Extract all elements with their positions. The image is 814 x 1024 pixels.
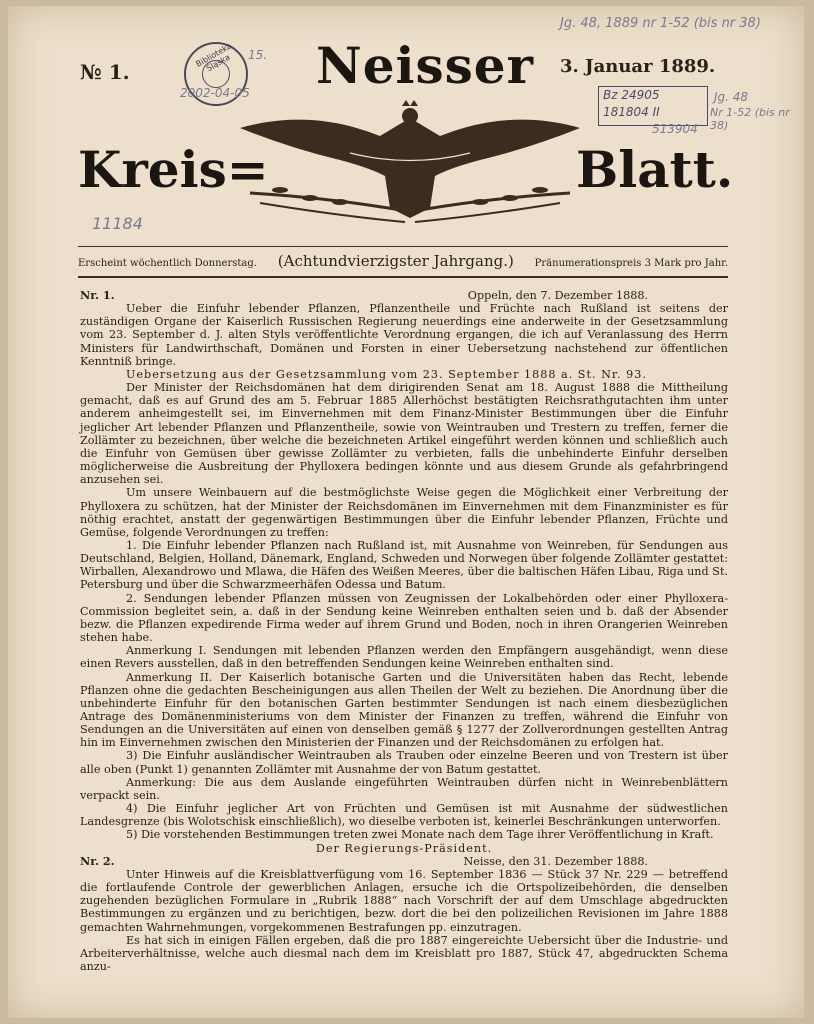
masthead-title-left: Kreis= bbox=[78, 140, 269, 199]
article-body bbox=[80, 289, 728, 973]
publication-schedule: Erscheint wöchentlich Donnerstag. bbox=[78, 258, 257, 269]
catalog-number-2: 181804 II bbox=[603, 105, 660, 119]
issue-number: № 1. bbox=[80, 60, 130, 84]
issue-date: 3. Januar 1889. bbox=[560, 56, 716, 77]
article2-paragraph: Unter Hinweis auf die Kreisblattverfügung vom 16. September 1836 — Stück 37 Nr. 229 — betreffend die fortlaufende Controle der gewerblichen Anlagen, ersuche ich die Ortspolizeibehörden, die denselben zugehenden bezüglichen Formulare in „Rubrik 1888“ nach Vorschrift der auf dem Umschlage abgedruckten Bestimmungen zu ergänzen und zu berichtigen, bezw. dort die bei den polizeilichen Revisionen im Jahre 1888 gemachten Wahrnehmungen, vorgekommenen Bestrafungen pp. einzutragen. bbox=[80, 867, 728, 934]
article1-item: 2. Sendungen lebender Pflanzen müssen von Zeugnissen der Lokalbehörden oder einer Phylloxera-Commission begleitet sein, a. daß in der Sendung keine Weinreben enthalten seien und b. daß der Absender bezw. die Pflanzen expedirende Firma weder auf ihrem Grund und Boden, noch in ihren Orangerien Weinreben stehen habe. bbox=[80, 591, 728, 645]
article2-place-date: Neisse, den 31. Dezember 1888. bbox=[463, 854, 648, 868]
handwritten-date: 2002-04-05 bbox=[180, 86, 250, 100]
volume-label: (Achtundvierzigster Jahrgang.) bbox=[277, 252, 514, 270]
handwritten-catalog-note: Jg. 48, 1889 nr 1-52 (bis nr 38) bbox=[560, 16, 761, 31]
article1-note: Anmerkung: Die aus dem Auslande eingeführten Weintrauben dürfen nicht in Weinrebenblättern verpackt sein. bbox=[80, 775, 728, 802]
masthead-subline bbox=[78, 252, 728, 270]
article1-number: Nr. 1. bbox=[80, 288, 115, 302]
article1-item: 1. Die Einfuhr lebender Pflanzen nach Rußland ist, mit Ausnahme von Weinreben, für Sendungen aus Deutschland, Belgien, Holland, Dänemark, England, Schweden und Norwegen über folgende Zollämter gestattet: Wirballen, Alexandrowo und Mlawa, die Häfen des Weißen Meeres, über die baltischen Häfen Libau, Riga und St. Petersburg und über die Schwarzmeerhäfen Odessa und Batum. bbox=[80, 538, 728, 592]
side-note-range: Nr 1-52 (bis nr 38) bbox=[710, 106, 790, 132]
left-margin-number: 11184 bbox=[92, 214, 143, 233]
article1-paragraph: Um unsere Weinbauern auf die bestmöglichste Weise gegen die Möglichkeit einer Verbreitung der Phylloxera zu schützen, hat der Minister der Reichsdomänen im Einvernehmen mit dem Finanzminister es für nöthig erachtet, anstatt der gegenwärtigen Bestimmungen über die Einfuhr lebender Pflanzen, Früchte und Gemüse, folgende Verordnungen zu treffen: bbox=[80, 486, 728, 539]
article1-subhead: Uebersetzung aus der Gesetzsammlung vom 23. September 1888 a. St. Nr. 93. bbox=[126, 367, 647, 381]
masthead-title-line1: Neisser bbox=[316, 36, 534, 95]
article1-paragraph: Ueber die Einfuhr lebender Pflanzen, Pflanzentheile und Früchte nach Rußland ist seitens der zuständigen Organe der Kaiserlich Russischen Regierung neuerdings eine anderweite in der Gesetzsammlung vom 23. September d. J. alten Styls veröffentlichte Verordnung ergangen, die ich auf Veranlassung des Herrn Ministers für Landwirthschaft, Domänen und Forsten in einer Uebersetzung nachstehend zur öffentlichen Kenntniß bringe. bbox=[80, 302, 728, 368]
masthead-title-right: Blatt. bbox=[576, 140, 734, 199]
inventory-number: 513904 bbox=[652, 122, 698, 136]
header-rule-bottom bbox=[78, 276, 728, 278]
article1-header bbox=[80, 289, 728, 302]
article1-place-date: Oppeln, den 7. Dezember 1888. bbox=[467, 289, 648, 302]
catalog-stamp-box bbox=[598, 86, 708, 126]
subscription-price: Pränumerationspreis 3 Mark pro Jahr. bbox=[534, 258, 728, 269]
header-rule-top bbox=[78, 246, 728, 247]
article2-header bbox=[80, 855, 728, 868]
article2-paragraph: Es hat sich in einigen Fällen ergeben, daß die pro 1887 eingereichte Uebersicht über die Industrie- und Arbeiterverhältnisse, welche auch diesmal nach dem im Kreisblatt pro 1887, Stück 47, abgedruckten Schema anzu- bbox=[80, 933, 728, 973]
article1-note: Anmerkung II. Der Kaiserlich botanische Garten und die Universitäten haben das Recht, lebende Pflanzen ohne die gedachten Bescheinigungen aus allen Theilen der Welt zu beziehen. Die Anordnung über die unbehinderte Einfuhr für den botanischen Garten bestimmter Sendungen ist nach einem diesbezüglichen Antrage des Domänenministeriums von dem Minister der Finanzen zu treffen, während die Einfuhr von Sendungen an die Universitäten auf einen von denselben gemäß § 1277 der Zollverordnungen gestellten Antrag hin im Einvernehmen zwischen den Ministerien der Finanzen und der Reichsdomänen zu erfolgen hat. bbox=[80, 670, 728, 750]
newspaper-page bbox=[8, 6, 804, 1018]
side-note-volume: Jg. 48 bbox=[714, 90, 749, 104]
article1-signature: Der Regierungs-Präsident. bbox=[315, 841, 493, 855]
article2-number: Nr. 2. bbox=[80, 853, 115, 868]
article1-note: Anmerkung I. Sendungen mit lebenden Pflanzen werden den Empfängern ausgehändigt, wenn diese einen Revers ausstellen, daß in den betreffenden Sendungen keine Weinreben enthalten sind. bbox=[80, 644, 728, 671]
article1-item: 3) Die Einfuhr ausländischer Weintrauben als Trauben oder einzelne Beeren und von Trestern ist über alle oben (Punkt 1) genannten Zollämter mit Ausnahme der von Batum gestattet. bbox=[80, 749, 728, 776]
eagle-emblem bbox=[230, 98, 590, 238]
stamp-number: 15. bbox=[248, 48, 268, 62]
article1-paragraph: Der Minister der Reichsdomänen hat dem dirigirenden Senat am 18. August 1888 die Mittheilung gemacht, daß es auf Grund des am 5. Februar 1885 Allerhöchst bestätigten Reichsrathgutachten ihm unter anderem anheimgestellt sei, im Einvernehmen mit dem Finanz-Minister Bestimmungen über die Einfuhr jeglicher Art lebender Pflanzen und Pflanzentheile, sowie von Weintrauben und Trestern zu treffen, ferner die Zollämter zu bezeichnen, über welche die bezeichneten Artikel eingeführt werden können und schließlich auch die Einfuhr von Gemüsen über gewisse Zollämter zu verbieten, falls die unbehinderte Einfuhr derselben möglicherweise die Ausbreitung der Phylloxera bedingen könnte und aus diesem Grunde als gefahrbringend anzusehen sei. bbox=[80, 381, 728, 487]
stamp-text: Biblioteka Śląska bbox=[194, 41, 234, 74]
catalog-number-1: Bz 24905 bbox=[603, 88, 660, 102]
article1-item: 4) Die Einfuhr jeglicher Art von Früchten und Gemüsen ist mit Ausnahme der südwestlichen Landesgrenze (bis Wolotschisk einschließlich), wo dieselbe verboten ist, keinerlei Beschränkungen unterworfen. bbox=[80, 802, 728, 829]
article1-item: 5) Die vorstehenden Bestimmungen treten zwei Monate nach dem Tage ihrer Veröffentlichung in Kraft. bbox=[126, 828, 714, 842]
